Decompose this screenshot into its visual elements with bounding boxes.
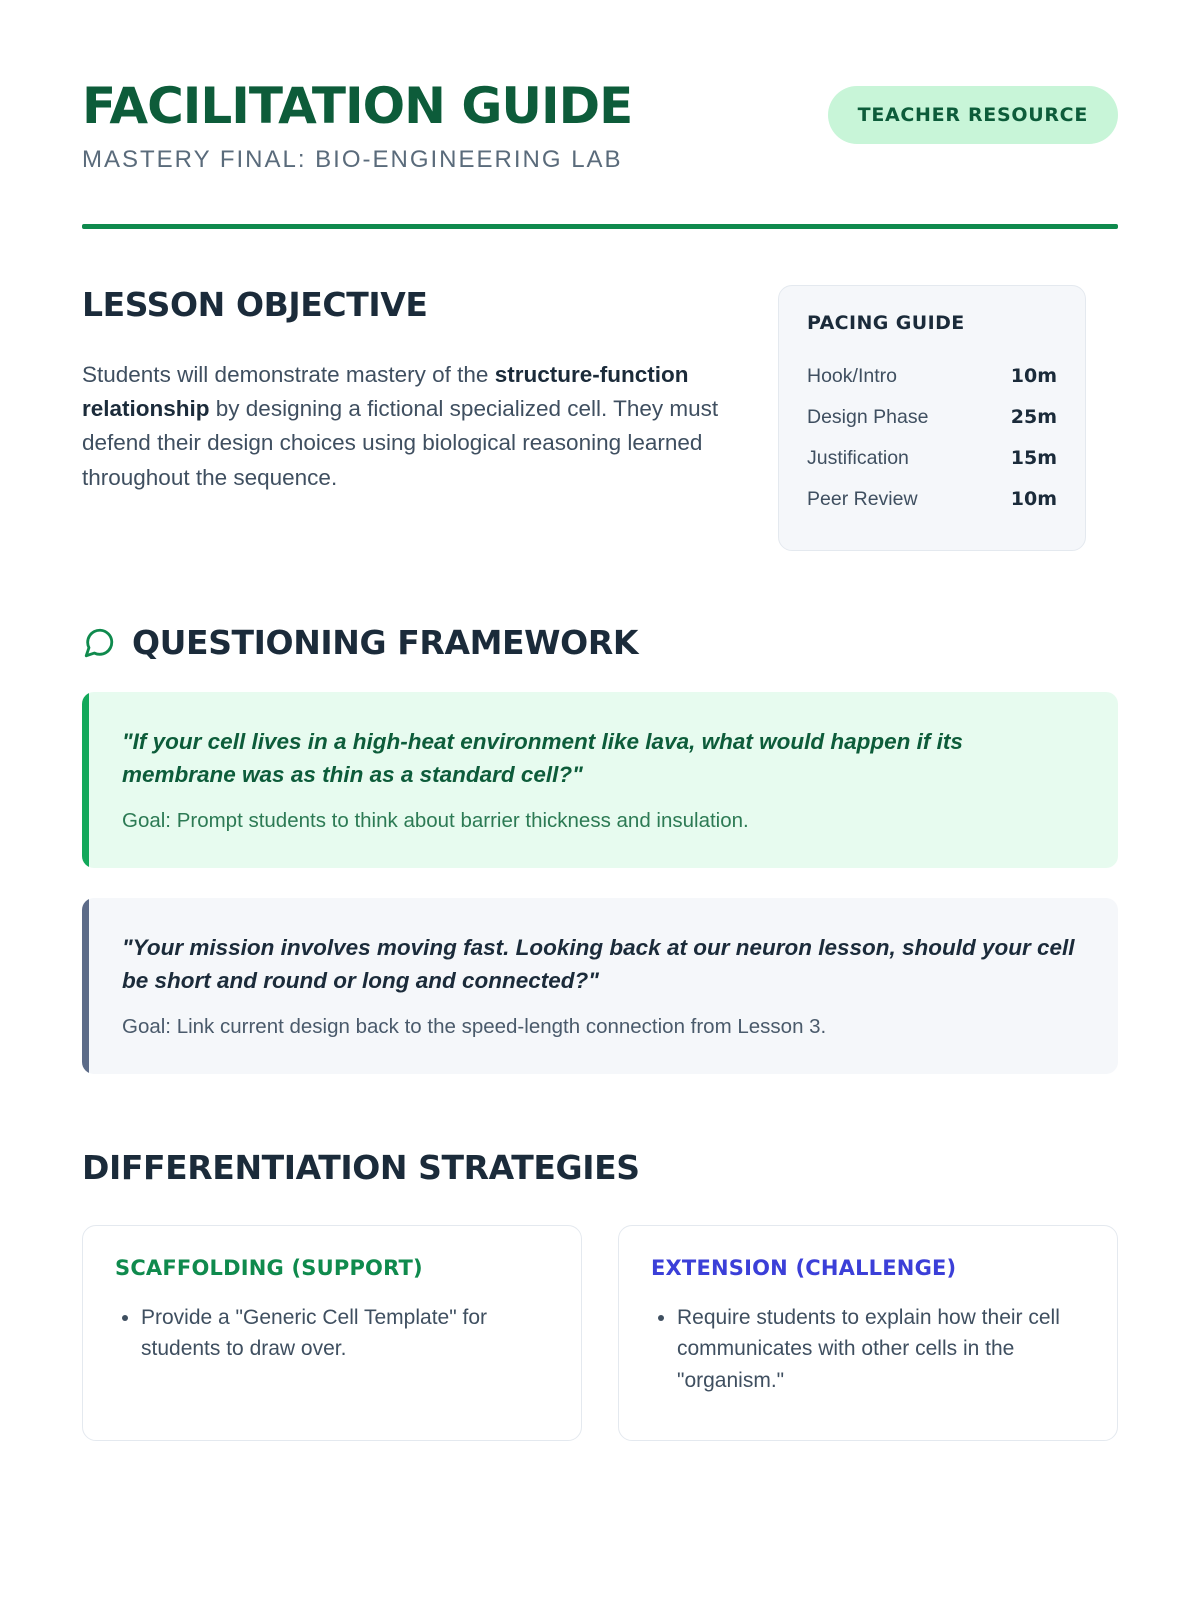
list-item: • Require students to explain how their cell communicates with other cells in the "organism." [677, 1302, 1085, 1397]
page-title: FACILITATION GUIDE [82, 77, 633, 135]
question-text: "Your mission involves moving fast. Looking back at our neuron lesson, should your cell be short and round or long and connected?" [122, 934, 1075, 993]
differentiation-row [82, 1225, 1118, 1442]
pacing-item-label: Peer Review [807, 488, 918, 510]
list-item [807, 356, 1057, 397]
pacing-guide-card [778, 285, 1086, 551]
pacing-item-duration: 10m [1010, 488, 1057, 510]
objective-paragraph [82, 358, 742, 495]
question-card [82, 898, 1118, 1074]
page-subtitle: MASTERY FINAL: BIO-ENGINEERING LAB [82, 146, 623, 173]
section-title-questioning: QUESTIONING FRAMEWORK [132, 623, 639, 662]
extension-card [618, 1225, 1118, 1442]
list-item [807, 479, 1057, 520]
accent-bar [82, 692, 89, 868]
pacing-item-label: Justification [807, 447, 909, 469]
section-title-differentiation: DIFFERENTIATION STRATEGIES [82, 1147, 640, 1187]
header-text-group [82, 78, 632, 174]
pacing-guide-list [807, 356, 1057, 520]
pacing-guide-title: PACING GUIDE [807, 312, 965, 334]
extension-card-title: EXTENSION (CHALLENGE) [651, 1255, 957, 1280]
question-goal: Goal: Prompt students to think about barrier thickness and insulation. [122, 809, 749, 833]
objective-text-bold: structure-function relationship [82, 362, 689, 422]
pacing-item-duration: 15m [1010, 447, 1057, 469]
list-item [807, 438, 1057, 479]
header-divider [82, 224, 1118, 229]
document-header [82, 78, 1118, 174]
objective-section [82, 285, 1118, 551]
section-title-objective: LESSON OBJECTIVE [82, 285, 428, 324]
pacing-item-duration: 25m [1010, 406, 1057, 428]
questioning-header [82, 623, 1118, 662]
list-item: • Provide a "Generic Cell Template" for students to draw over. [141, 1302, 549, 1365]
question-card [82, 692, 1118, 868]
scaffolding-card [82, 1225, 582, 1442]
scaffolding-list [115, 1302, 549, 1365]
list-item [807, 397, 1057, 438]
pacing-item-duration: 10m [1010, 365, 1057, 387]
question-goal: Goal: Link current design back to the speed-length connection from Lesson 3. [122, 1015, 827, 1039]
extension-list [651, 1302, 1085, 1397]
status-badge: TEACHER RESOURCE [828, 86, 1118, 144]
pacing-item-label: Design Phase [807, 406, 929, 428]
objective-column [82, 285, 742, 495]
objective-text-1: Students will demonstrate mastery of the [82, 362, 495, 387]
pacing-item-label: Hook/Intro [807, 365, 897, 387]
speech-bubble-icon [82, 626, 116, 660]
accent-bar [82, 898, 89, 1074]
question-text: "If your cell lives in a high-heat environment like lava, what would happen if its membrane was as thin as a standard cell?" [122, 729, 963, 787]
scaffolding-card-title: SCAFFOLDING (SUPPORT) [115, 1255, 423, 1280]
objective-text-2: by designing a fictional specialized cell. They must defend their design choices using biological reasoning learned throughout the sequence. [82, 396, 719, 490]
